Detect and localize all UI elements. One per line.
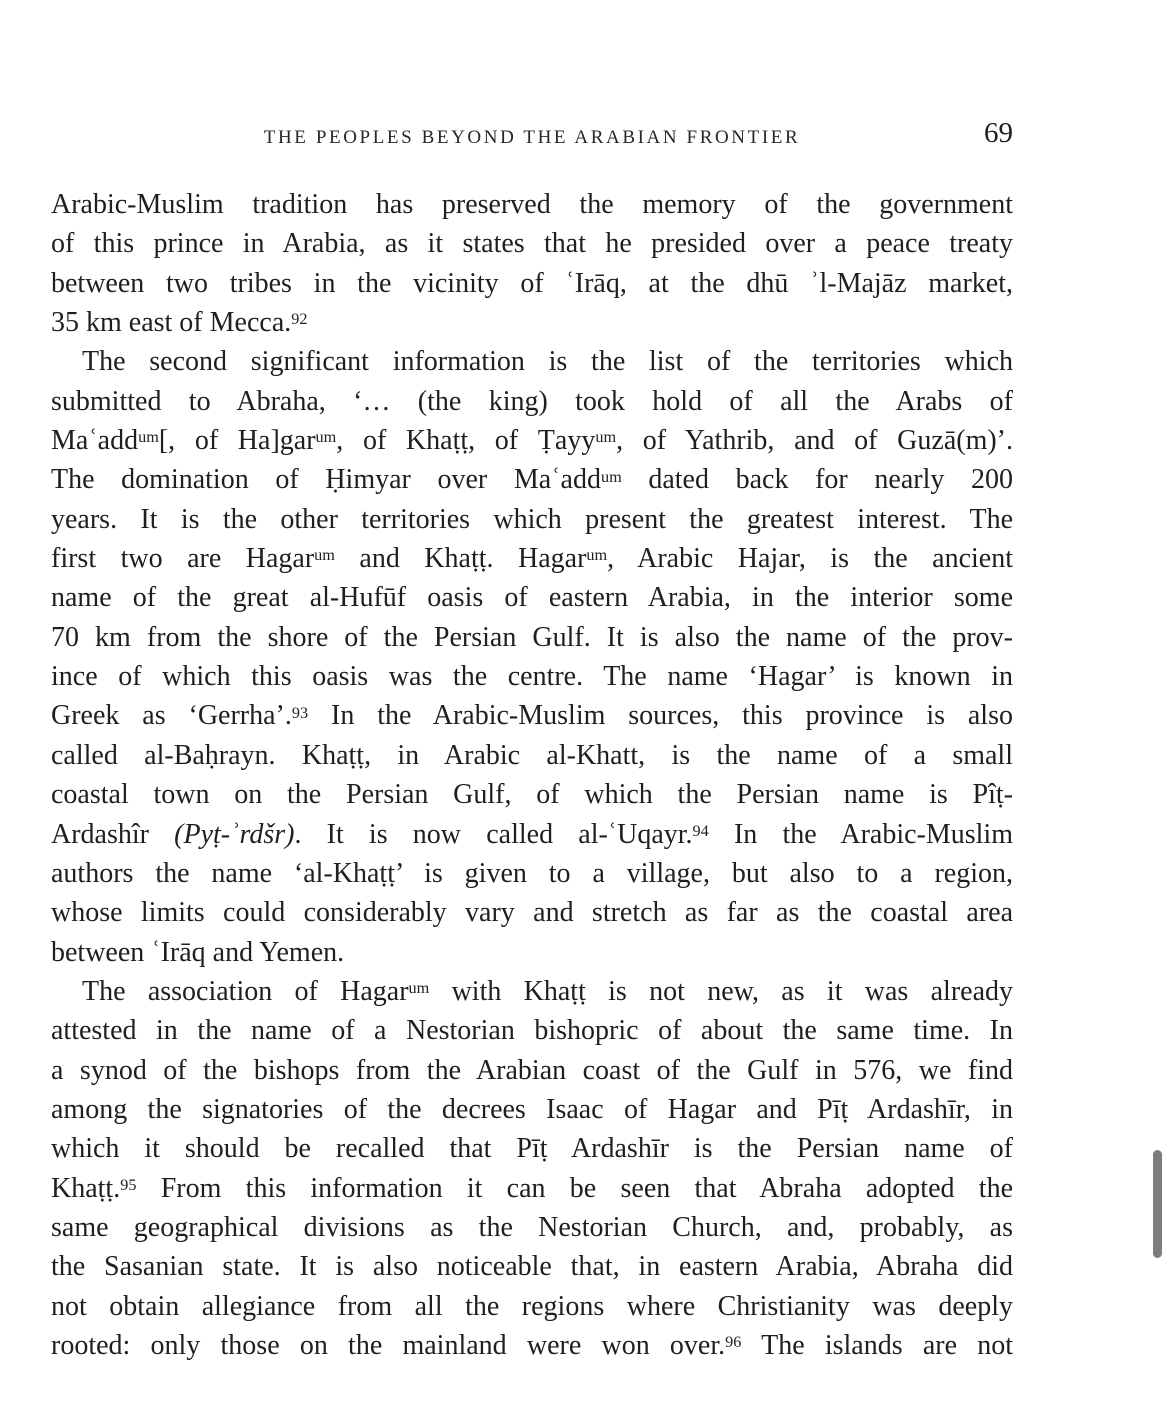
text-line [51, 224, 1013, 263]
text-segment: called al-Baḥrayn. Khaṭṭ, in Arabic al-Khatt, is the name of a small [51, 739, 1013, 771]
text-segment: The islands are not [741, 1329, 1013, 1361]
text-segment: among the signatories of the decrees Isaac of Hagar and Pīṭ Ardashīr, in [51, 1093, 1013, 1125]
text-segment: Maʿadd [51, 425, 139, 457]
text-line [51, 893, 1013, 932]
text-segment: 70 km from the shore of the Persian Gulf. It is also the name of the prov- [51, 621, 1013, 653]
text-segment: which it should be recalled that Pīṭ Ardashīr is the Persian name of [51, 1133, 1013, 1165]
text-segment: , of Khaṭṭ, of Ṭayy [336, 425, 596, 457]
text-segment: Greek as ‘Gerrha’. [51, 700, 292, 732]
text-segment: and Khaṭṭ. Hagar [334, 543, 587, 575]
text-segment: 35 km east of Mecca. [51, 307, 292, 339]
text-line [51, 185, 1013, 224]
text-segment: between two tribes in the vicinity of ʿIrāq, at the dhū ʾl-Majāz market, [51, 267, 1013, 299]
body-text [51, 185, 1013, 1365]
text-segment: dated back for nearly 200 [621, 464, 1013, 496]
text-segment: The second significant information is the list of the territories which [82, 346, 1013, 378]
page-header [51, 0, 1013, 170]
text-line [51, 460, 1013, 499]
text-segment: years. It is the other territories which present the greatest interest. The [51, 503, 1013, 535]
text-line [51, 1129, 1013, 1168]
page-number: 69 [984, 117, 1013, 149]
text-segment: rooted: only those on the mainland were won over. [51, 1329, 726, 1361]
text-segment: name of the great al-Hufūf oasis of eastern Arabia, in the interior some [51, 582, 1013, 614]
text-line [51, 264, 1013, 303]
text-segment: From this information it can be seen that Abraha adopted the [136, 1172, 1013, 1204]
running-header-title: THE PEOPLES BEYOND THE ARABIAN FRONTIER [263, 127, 801, 148]
text-line [51, 696, 1013, 735]
superscript: um [408, 979, 430, 998]
text-segment: first two are Hagar [51, 543, 315, 575]
text-segment: same geographical divisions as the Nestorian Church, and, probably, as [51, 1211, 1013, 1243]
text-segment: of this prince in Arabia, as it states that he presided over a peace treaty [51, 228, 1013, 260]
text-segment: [, of Ha]gar [158, 425, 316, 457]
text-line [51, 303, 1013, 342]
text-segment: attested in the name of a Nestorian bishopric of about the same time. In [51, 1015, 1013, 1047]
text-line [51, 618, 1013, 657]
text-line [51, 382, 1013, 421]
text-line [51, 500, 1013, 539]
text-line [51, 1326, 1013, 1365]
text-line [51, 775, 1013, 814]
text-line [51, 539, 1013, 578]
text-line [51, 736, 1013, 775]
text-line [51, 1287, 1013, 1326]
text-segment: coastal town on the Persian Gulf, of which the Persian name is Pîṭ- [51, 779, 1013, 811]
text-segment: Khaṭṭ. [51, 1172, 121, 1204]
text-segment: with Khaṭṭ is not new, as it was already [429, 975, 1013, 1007]
text-segment: whose limits could considerably vary and stretch as far as the coastal area [51, 897, 1013, 929]
text-segment: . It is now called al-ʿUqayr. [294, 818, 693, 850]
text-line [51, 815, 1013, 854]
text-segment: In the Arabic-Muslim [708, 818, 1013, 850]
text-line [51, 933, 1013, 972]
text-segment: (Pyṭ-ʾrdšr) [174, 818, 295, 850]
superscript: 95 [120, 1175, 137, 1194]
text-line [51, 1169, 1013, 1208]
text-line [51, 578, 1013, 617]
text-segment: not obtain allegiance from all the regions where Christianity was deeply [51, 1290, 1013, 1322]
text-line [51, 1090, 1013, 1129]
text-line [51, 1011, 1013, 1050]
text-segment: , of Yathrib, and of Guzā(m)’. [616, 425, 1013, 457]
text-segment: The domination of Ḥimyar over Maʿadd [51, 464, 601, 496]
superscript: um [586, 546, 608, 565]
superscript: 92 [291, 310, 308, 329]
text-line [51, 1247, 1013, 1286]
text-line [51, 342, 1013, 381]
superscript: um [315, 428, 337, 447]
text-segment: The association of Hagar [82, 975, 409, 1007]
scrollbar-thumb[interactable] [1153, 1150, 1162, 1258]
text-line [51, 1051, 1013, 1090]
superscript: um [138, 428, 159, 447]
superscript: 96 [725, 1333, 742, 1352]
text-segment: In the Arabic-Muslim sources, this province is also [308, 700, 1013, 732]
superscript: 93 [291, 703, 309, 722]
text-line [51, 1208, 1013, 1247]
text-segment: , Arabic Hajar, is the ancient [607, 543, 1013, 575]
superscript: um [595, 428, 617, 447]
superscript: 94 [692, 821, 709, 840]
superscript: um [600, 467, 622, 486]
text-segment: the Sasanian state. It is also noticeable that, in eastern Arabia, Abraha did [51, 1251, 1013, 1283]
text-segment: ince of which this oasis was the centre. The name ‘Hagar’ is known in [51, 661, 1013, 693]
text-segment: Ardashîr [51, 818, 175, 850]
text-line [51, 854, 1013, 893]
text-line [51, 972, 1013, 1011]
text-line [51, 421, 1013, 460]
text-segment: submitted to Abraha, ‘… (the king) took hold of all the Arabs of [51, 385, 1013, 417]
text-segment: Arabic-Muslim tradition has preserved the memory of the government [51, 189, 1013, 220]
text-line [51, 657, 1013, 696]
superscript: um [314, 546, 335, 565]
text-segment: between ʿIrāq and Yemen. [51, 936, 345, 968]
text-segment: authors the name ‘al-Khaṭṭ’ is given to a village, but also to a region, [51, 857, 1013, 889]
text-segment: a synod of the bishops from the Arabian coast of the Gulf in 576, we find [51, 1054, 1013, 1086]
